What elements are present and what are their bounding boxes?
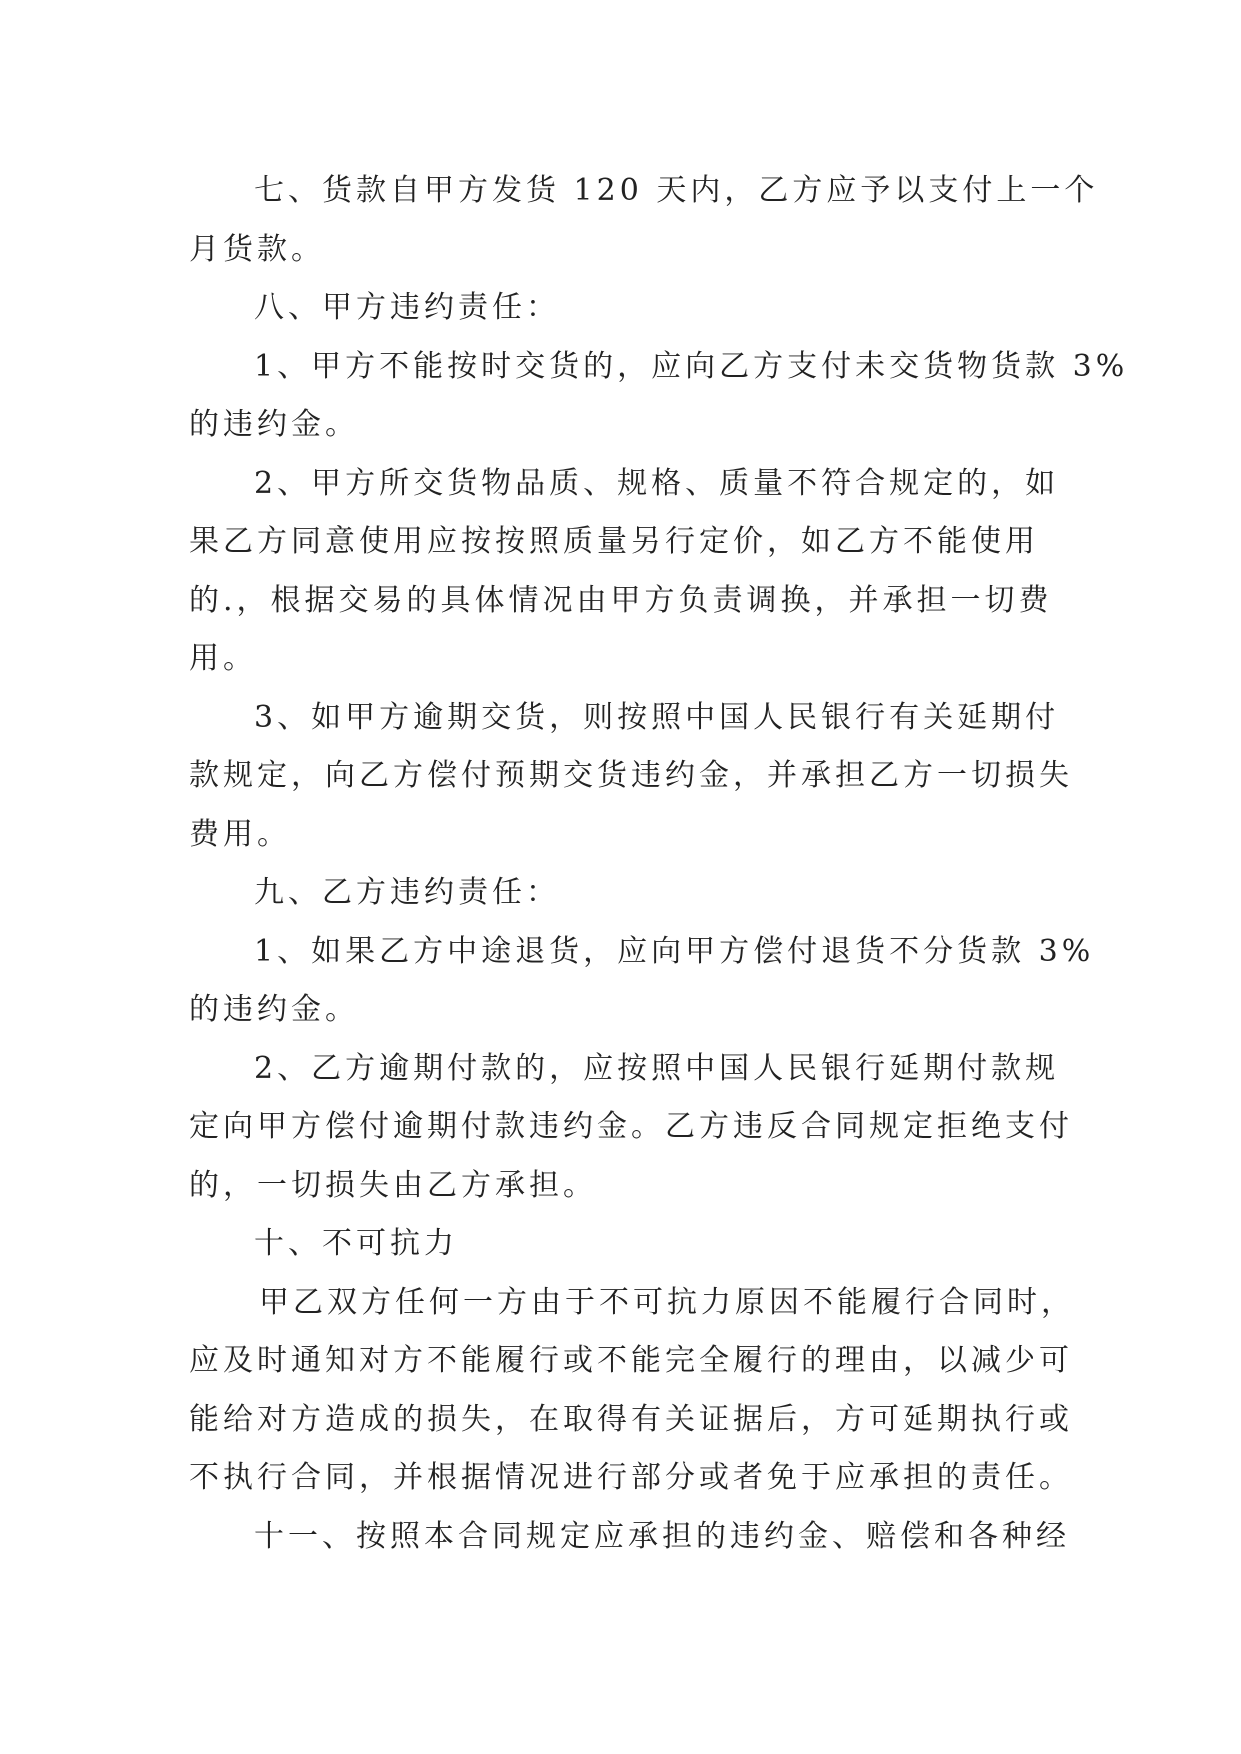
text-line: 的.，根据交易的具体情况由甲方负责调换，并承担一切费 [189,582,1053,618]
text-line: 定向甲方偿付逾期付款违约金。乙方违反合同规定拒绝支付 [189,1109,1073,1144]
text-line: 费用。 [189,816,291,852]
text-line: 应及时通知对方不能履行或不能完全履行的理由，以减少可 [189,1343,1073,1378]
text-line: 能给对方造成的损失，在取得有关证据后，方可延期执行或 [189,1401,1073,1437]
text-line: 甲乙双方任何一方由于不可抗力原因不能履行合同时， [259,1284,1075,1320]
text-line: 十一、按照本合同规定应承担的违约金、赔偿和各种经 [254,1518,1070,1554]
section-heading: 十、不可抗力 [254,1226,458,1261]
text-line: 果乙方同意使用应按按照质量另行定价，如乙方不能使用 [189,524,1039,559]
text-line: 的违约金。 [189,992,359,1027]
text-line: 七、货款自甲方发货 120 天内，乙方应予以支付上一个 [254,173,1099,208]
text-line: 的违约金。 [189,407,359,442]
contract-text [189,162,1129,1566]
text-line: 月货款。 [189,231,325,267]
text-line: 1、甲方不能按时交货的，应向乙方支付未交货物货款 3% [254,348,1129,384]
section-heading: 八、甲方违约责任： [254,290,560,325]
text-line: 3、如甲方逾期交货，则按照中国人民银行有关延期付 [254,699,1060,735]
text-line: 用。 [189,641,257,676]
text-line: 不执行合同，并根据情况进行部分或者免于应承担的责任。 [189,1460,1073,1495]
text-line: 2、乙方逾期付款的，应按照中国人民银行延期付款规 [254,1050,1060,1086]
text-line: 2、甲方所交货物品质、规格、质量不符合规定的，如 [254,465,1060,501]
text-line: 款规定，向乙方偿付预期交货违约金，并承担乙方一切损失 [189,758,1073,793]
text-line: 1、如果乙方中途退货，应向甲方偿付退货不分货款 3% [254,933,1095,969]
section-heading: 九、乙方违约责任： [254,875,560,910]
text-line: 的，一切损失由乙方承担。 [189,1167,597,1203]
